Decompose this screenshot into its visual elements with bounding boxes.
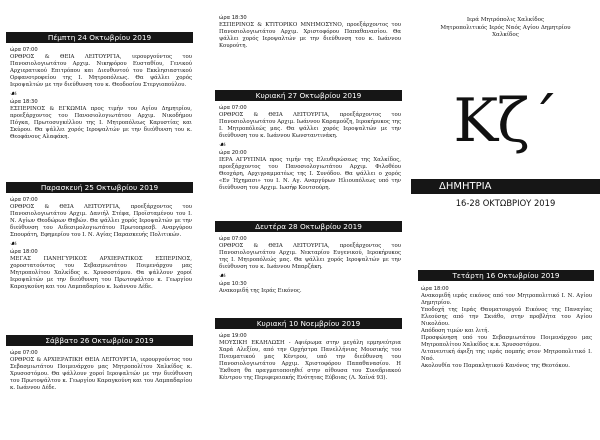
- festival-name: ΔΗΜΗΤΡΙΑ: [439, 181, 492, 192]
- time-label: ώρα 20:00: [219, 150, 247, 157]
- time-label: ώρα 10:30: [219, 281, 247, 288]
- time-label: ώρα 18:30: [219, 15, 247, 21]
- event-text: ΜΕΓΑΣ ΠΑΝΗΓΥΡΙΚΟΣ ΑΡΧΙΕΡΑΤΙΚΟΣ ΕΣΠΕΡΙΝΟΣ, χοροστατούντος του Σεβασμιωτάτου Ποιμενάρχου μας Μητροπολίτου Χαλκίδος κ. Χρυσοστόμου. Θα ψάλλουν χοροί Ιεροψαλτών με την διεύθυνση του Πρωτοψάλτου κ. Γεωργίου Καραγκούνη και του Λαμπαδαρίου κ. Ιωάννου Δέδε.: [10, 256, 192, 291]
- title-line: Χαλκίδος: [492, 32, 519, 38]
- time-label: ώρα 07:00: [10, 350, 38, 356]
- section: [0, 182, 198, 291]
- day-header: Παρασκευή 25 Οκτωβρίου 2019: [6, 182, 193, 193]
- time-label: ώρα 07:00: [10, 197, 38, 203]
- event-text: Απόδοση τιμών και λιτή.: [421, 328, 490, 335]
- event-text: ΙΕΡΑ ΑΓΡΥΠΝΙΑ προς τιμήν της Ελευθερώσεως της Χαλκίδος, προεξάρχοντος του Πανοσιολογιωτάτου Αρχιμ. Φιλοθέου Θεοχάρη, Αρχιγραμματέως της Ι. Συνόδου. Θα ψάλλει ο χορός «Εν Ήχημασι» του Ι. Ν. Αγ. Αναργύρων Ηλιουπόλεως υπό την διεύθυνση του Αρχιμ. Ιωσήφ Κουτσούρη.: [219, 157, 401, 192]
- time-label: ώρα 18:00: [10, 249, 38, 256]
- day-header: Σάββατο 26 Οκτωβρίου 2019: [6, 335, 193, 346]
- time-label: ώρα 07:00: [219, 236, 247, 242]
- title-line: Μητροπολιτικός Ιερός Ναός Αγίου Δημητρίου: [440, 24, 571, 31]
- time-label: ώρα 18:30: [10, 99, 38, 106]
- time-label: ώρα 07:00: [10, 47, 38, 53]
- day-header: Πέμπτη 24 Οκτωβρίου 2019: [6, 32, 193, 43]
- section: [0, 32, 198, 141]
- event-text: Προσφώνηση υπό του Σεβασμιωτάτου Ποιμενάρχου μας Μητροπολίτου Χαλκίδος κ.κ. Χρυσοστόμου.: [421, 335, 592, 349]
- event-text: Ακολουθία του Παρακλητικού Κανόνος της Θεοτόκου.: [421, 363, 570, 370]
- event-text: ΟΡΘΡΟΣ & ΘΕΙΑ ΛΕΙΤΟΥΡΓΙΑ, ιερουργούντος του Πανοσιολογιωτάτου Αρχιμ. Νικηφόρου Ευσταθίου, Γενικού Αρχιερατικού Επιτρόπου και Διευθυντού του Εκκλησιαστικού Ορφανοτροφείου της Ι. Μητροπόλεως. Θα ψάλλει χορός Ιεροψαλτών με την διεύθυνση του κ. Θεοδοσίου Στεργιοπούλου.: [10, 54, 192, 89]
- program-column-2: [209, 0, 407, 440]
- day-header: Δευτέρα 28 Οκτωβρίου 2019: [215, 221, 402, 232]
- section: [209, 90, 407, 192]
- ornament-icon: ☙: [10, 239, 18, 249]
- festival-number: Κζ΄: [453, 86, 558, 156]
- festival-dates: 16-28 ΟΚΤΩΒΡΙΟΥ 2019: [455, 198, 556, 208]
- section: [209, 318, 407, 382]
- event-text: ΕΣΠΕΡΙΝΟΣ & ΚΤΙΤΟΡΙΚΟ ΜΝΗΜΟΣΥΝΟ, προεξάρχοντος του Πανοσιολογιωτάτου Αρχιμ. Χριστοφόρου Παπαθανασίου. Θα ψάλλει χορός Ιεροψαλτών με την διεύθυνση του κ. Ιωάννου Κουρούτη.: [219, 22, 401, 50]
- event-text: Ανακομιδή ιεράς εικόνος από τον Μητροπολιτικό Ι. Ν. Αγίου Δημητρίου.: [421, 293, 592, 307]
- event-text: ΟΡΘΡΟΣ & ΑΡΧΙΕΡΑΤΙΚΗ ΘΕΙΑ ΛΕΙΤΟΥΡΓΙΑ, ιερουργούντος του Σεβασμιωτάτου Ποιμενάρχου μας Μητροπολίτου Χαλκίδος κ. Χρυσοστόμου. Θα ψάλλουν χοροί Ιεροψαλτών με την διεύθυνση του Πρωτοψάλτου κ. Γεωργίου Καραγκούνη και του Λαμπαδαρίου κ. Ιωάννου Δέδε.: [10, 357, 192, 392]
- day-header: Κυριακή 27 Οκτωβρίου 2019: [215, 90, 402, 101]
- event-text: Λιτανευτική άφιξη της ιεράς πομπής στον Μητροπολιτικό Ι. Ναό.: [421, 349, 592, 363]
- program-column-1: [0, 0, 198, 440]
- time-label: ώρα 07:00: [219, 105, 247, 111]
- event-text: ΟΡΘΡΟΣ & ΘΕΙΑ ΛΕΙΤΟΥΡΓΙΑ, προεξάρχοντος του Πανοσιολογιωτάτου Αρχιμ. Ιωάννου Καραμούζη, Ιεροκήρυκος της Ι. Μητροπόλεώς μας. Θα ψάλλει χορός Ιεροψαλτών με την διεύθυνση του κ. Ιωάννου Κωνσταντινάκη.: [219, 112, 401, 140]
- time-label: ώρα 19:00: [219, 333, 247, 339]
- section: [411, 285, 600, 371]
- event-text: ΟΡΘΡΟΣ & ΘΕΙΑ ΛΕΙΤΟΥΡΓΙΑ, προεξάρχοντος του Πανοσιολογιωτάτου Αρχιμ. Δανιήλ Στέφα, Προϊσταμένου του Ι. Ν. Αγίων Θεοδώρων Θηβών. Θα ψάλλει χορός Ιεροψαλτών με την διεύθυνση του Αιδεσιμολογιωτάτου Πρωτοπρεσβ. Αναργύρου Σπουράτη, Εφημερίου του Ι. Ν. Αγίας Παρασκευής Πολιτικών.: [10, 204, 192, 239]
- event-text: ΜΟΥΣΙΚΗ ΕΚΔΗΛΩΣΗ - Αφιέρωμα στην μεγάλη ερμηνεύτρια Χαρά Αλεξίου, από την Ορχήστρα Πανελλήνιας Μουσικής του Πνευματικού μας Κέντρου, υπό την διεύθυνση του Πανοσιολογιωτάτου Αρχιμ. Χριστοφόρου Παπαθανασίου. Η Έκθεση θα πραγματοποιηθεί στην αίθουσα του Συνεδριακού Κέντρου της Περιφερειακής Ενότητας Εύβοιας (Λ. Χαϊνά 93).: [219, 340, 401, 382]
- ornament-icon: ☙: [219, 140, 227, 150]
- event-text: Ανακομιδή της Ιεράς Εικόνος.: [219, 288, 302, 295]
- day-header: Τετάρτη 16 Οκτωβρίου 2019: [418, 270, 594, 281]
- event-text: ΟΡΘΡΟΣ & ΘΕΙΑ ΛΕΙΤΟΥΡΓΙΑ, προεξάρχοντος του Πανοσιολογιωτάτου Αρχιμ. Νεκταρίου Ευγενικού, Ιεροκήρυκος της Ι. Μητροπόλεώς μας. Θα ψάλλει χορός Ιεροψαλτών με την διεύθυνση του κ. Ιωάννου Μπαρζάκη.: [219, 243, 401, 271]
- section: [0, 335, 198, 392]
- section: [209, 221, 407, 295]
- section: [209, 14, 407, 50]
- day-header: Κυριακή 10 Νοεμβρίου 2019: [215, 318, 402, 329]
- event-text: Υποδοχή της Ιεράς Θαυματουργού Εικόνος της Παναγίας Ελεούσης από την Σκιάθο, στην προβλήτα του Αγίου Νικολάου.: [421, 307, 592, 328]
- event-text: ΕΣΠΕΡΙΝΟΣ & ΕΓΚΩΜΙΑ προς τιμήν του Αγίου Δημητρίου, προεξάρχοντος του Πανοσιολογιωτάτου Αρχιμ. Νικοδήμου Πόγκα, Πρωτοσυγκέλλου της Ι. Μητροπόλεως Καρυστίας και Σκύρου. Θα ψάλλει χορός Ιεροψαλτών με την διεύθυνση του κ. Θεοφάνους Αλαφάκη.: [10, 106, 192, 141]
- cover-column: [411, 0, 600, 440]
- ornament-icon: ☙: [10, 89, 18, 99]
- time-label: ώρα 18:00: [421, 286, 449, 292]
- publisher-title: [411, 17, 600, 40]
- title-line: Ιερά Μητρόπολις Χαλκίδος: [466, 17, 545, 23]
- ornament-icon: ☙: [219, 271, 227, 281]
